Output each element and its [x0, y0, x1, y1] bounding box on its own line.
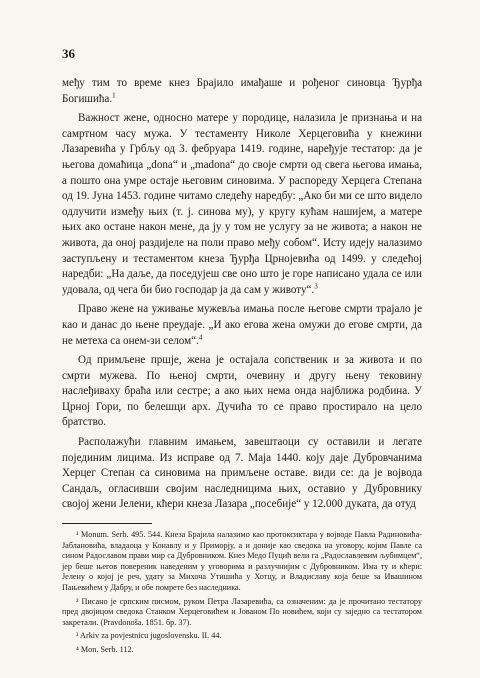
- body-paragraph: [62, 76, 422, 107]
- paragraph-text: Располажући главним имањем, завештаоци су оставили и легате појединим лицима. Из исправе од 7. Маја 1440. коју даје Дубровчанима Херцег Степан са синовима на примљене оставе. види се: да је војвода Сандаљ, огласивши својим наследницима њих, оставио у Дубровнику својој жени Јелени, кћери кнеза Лазара „посебије“ у 12.000 дуката, да отуд: [62, 436, 422, 511]
- footnote-marker[interactable]: 1: [112, 90, 116, 99]
- body-paragraph: [62, 435, 422, 513]
- footnote: ³ Arkiv za povjestnicu jugoslovensku. II. 44.: [76, 631, 222, 641]
- footnote-marker[interactable]: 3: [314, 282, 318, 291]
- body-paragraph: [62, 353, 422, 431]
- body-paragraph: [62, 302, 422, 349]
- footnote: ¹ Monum. Serb. 495. 544. Кнеза Брајила налазимо као протоксиктара у војводе Павла Радиновића-Јаблановића, владаоца у Конавлу и у Приморју, а и доније као сведока на уговору, којим Павле са сином Радославом прави мир са Дубровником. Кнез Медо Пуцић вели га „Радославлевим љубимцем“, јер беше његов повереник наведеним у уговорима и разлучнијим с Дубровником. Има ту и кћери: Јелену о којој је реч, удату за Михоча Утишића у Хотцу, и Владиславу која беше за Ивашином Пањевићем у Дабру, и обе помрете без наследника.: [62, 530, 422, 592]
- footnote: ² Писано је српским писмом, руком Петра Лазаревића, са означеним: да је прочитано тестатору пред двојицом сведока Станком Херцеговићем и Јованом По новићем, који су заједно са тестатором закретали. (Pravdonoša. 1851. бр. 37).: [62, 596, 422, 627]
- page-number: 36: [62, 46, 75, 61]
- body-text: [62, 76, 422, 513]
- paragraph-text: Важност жене, односно матере у породице, налазила је признања и на самртном часу мужа. У тестаменту Николе Херцеговића у кнежини Лазаревића у Грбљу од 3. фебруара 1419. године, наређује тестатор: да је његова домаћица „dona“ и „madona“ до своје смрти од свега његова имања, а пошто она умре остаје његовим синовима. У распореду Херцега Степана од 19. Јуна 1453. године читамо следећу наредбу: „Ако би ми се што видело одлучити између њих (т. ј. синова му), у кругу кућам нашијем, а матере њих ако остане након мене, да ју у том не услугу за не живота; а након не живота, да оној раздијеле на поли право међу собом“. Исту идеју налазимо заступљену и тестаментом кнеза Ђурђа Црнојевића од 1499. у следећој наредби: „На даље, да поседујеш све оно што је горе написано удала се или удовала, од чега би био господар ја да сам у животу“.: [62, 112, 422, 296]
- footnote: ⁴ Mon. Serb. 112.: [76, 644, 134, 654]
- paragraph-text: међу тим то време кнез Брајило имађаше и рођеног синовца Ђурђа Богишића.: [62, 77, 422, 105]
- footnotes: [62, 530, 422, 656]
- body-paragraph: [62, 111, 422, 298]
- paragraph-text: Од примљене пршје, жена је остајала сопственик и за живота и по смрти мужева. По њеној смрти, очевину и другу њену тековину наслеђиваху браћа или сестре; а ако њих нема онда најближа родбина. У Црној Гори, по белешци арх. Дучића то се право простирало на цело братство.: [62, 354, 422, 429]
- paragraph-text: Право жене на уживање мужевља имања после његове смрти трајало је као и данас до њене преудаје. „И ако егова жена омужи до егове смрти, да не метеха са онем-зи селом“.: [62, 303, 422, 347]
- footnote-marker[interactable]: 4: [198, 332, 203, 341]
- footnote-divider: [62, 523, 152, 524]
